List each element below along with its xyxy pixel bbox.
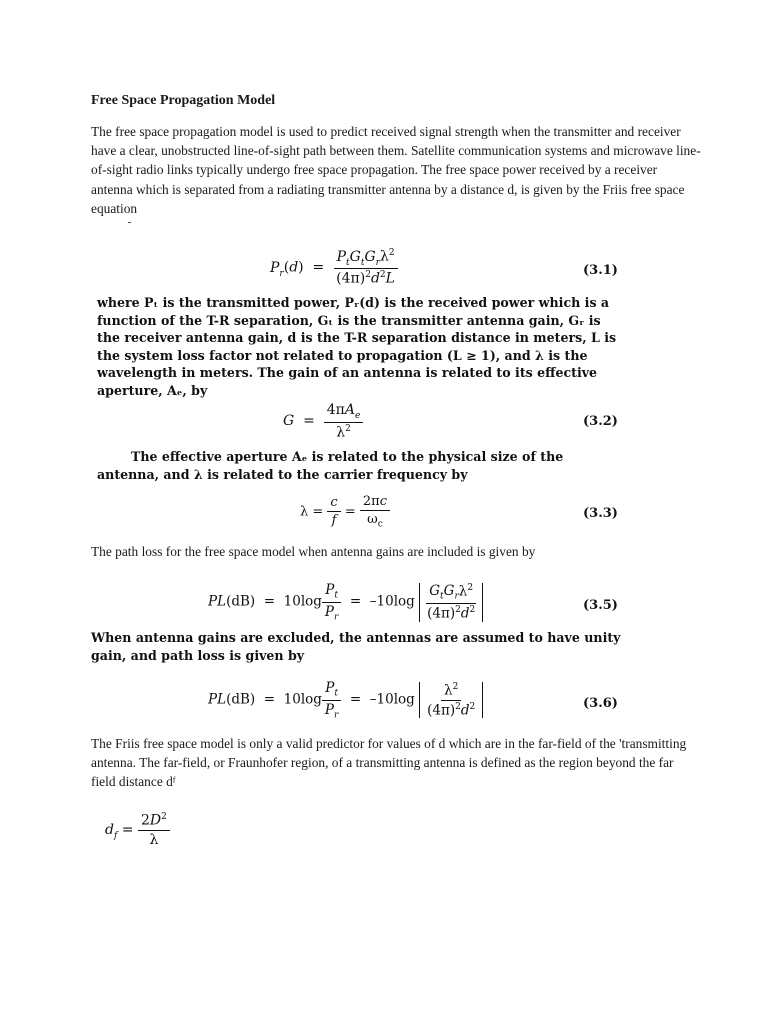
scan-speck [128, 222, 131, 223]
intro-paragraph: The free space propagation model is used to predict received signal strength when the transmitter and receiver have a clear, unobstructed line-of-sight path between them. Satellite communication systems and microwave line-of-sight radio links typically undergo free space propagation. The free space power received by a receiver antenna which is separated from a radiating transmitter antenna by a distance d, is given by the Friis free space equation [91, 124, 701, 216]
equation-number: (3.2) [583, 414, 618, 429]
equation-number: (3.1) [583, 263, 618, 278]
pathloss-paragraph: The path loss for the free space model when antenna gains are included is given by [91, 544, 536, 559]
definitions-paragraph: where Pₜ is the transmitted power, Pᵣ(d) is the received power which is a function of the T-R separation, Gₜ is the transmitter antenna gain, Gᵣ is the receiver antenna gain, d is the T-R separation distance in meters, L is the system loss factor not related to propagation (L ≥ 1), and λ is the wavelength in meters. The gain of an antenna is related to its effective aperture, Aₑ, by [97, 295, 617, 398]
equation-number: (3.3) [583, 506, 618, 521]
equation-pathloss-with-gains: PL(dB) = 10log $\frac{P_t}{P_r}$ = –10log $\frac{G_tG_r\lambda^2}{(4\pi)^2d^2}$ [208, 582, 483, 622]
equation-antenna-gain: G = $\frac{4\pi A_e}{\lambda^2}$ [283, 402, 363, 440]
equation-friis: $P_r(d)$ = $\frac{P_tG_tG_r\lambda^2}{(4\pi)^2d^2L}$ [270, 248, 398, 287]
equation-pathloss-unity-gain: PL(dB) = 10log $\frac{P_t}{P_r}$ = –10log $\frac{\lambda^2}{(4\pi)^2d^2}$ [208, 680, 483, 720]
farfield-paragraph: The Friis free space model is only a valid predictor for values of d which are in the far-field of the 'transmitting antenna. The far-field, or Fraunhofer region, of a transmitting antenna is defined as the region beyond the far field distance dᶠ [91, 736, 687, 790]
aperture-paragraph: The effective aperture Aₑ is related to the physical size of the antenna, and λ is related to the carrier frequency by [97, 449, 564, 482]
page-title: Free Space Propagation Model [91, 93, 276, 108]
equation-fraunhofer-distance: $d_f$ = $\frac{2D^2}{\lambda}$ [105, 812, 170, 848]
equation-number: (3.6) [583, 696, 618, 711]
excluded-gains-paragraph: When antenna gains are excluded, the antennas are assumed to have unity gain, and path loss is given by [91, 630, 621, 663]
equation-wavelength: λ = $\frac{c}{f}$ = $\frac{2\pi c}{\omega_c}$ [300, 494, 390, 530]
equation-number: (3.5) [583, 598, 618, 613]
